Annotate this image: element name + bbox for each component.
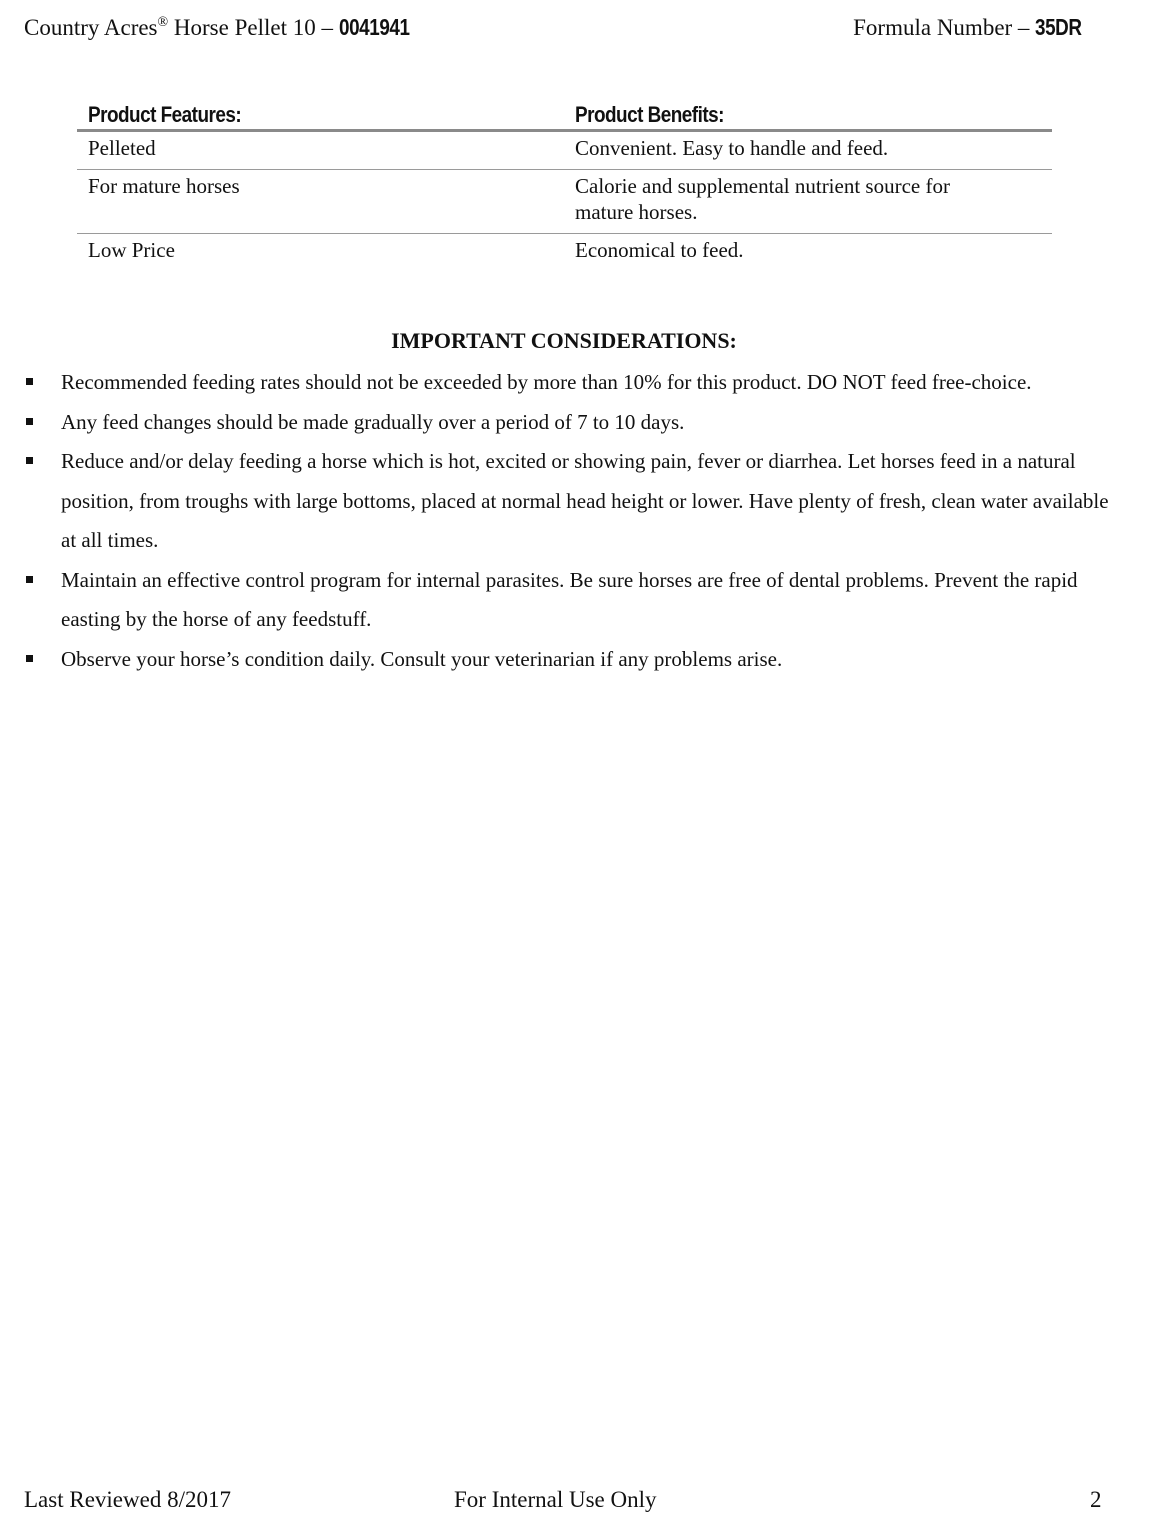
square-bullet-icon [26,457,33,464]
table-row [77,131,1052,170]
table-header-row [77,99,1052,131]
list-item-text: Any feed changes should be made gradually over a period of 7 to 10 days. [61,409,685,434]
list-item-text: Reduce and/or delay feeding a horse which is hot, excited or showing pain, fever or diarrhea. Let horses feed in a natural position, from troughs with large bottoms, placed at normal head height or lower. Have plenty of fresh, clean water available at all times. [61,449,1109,552]
registered-mark: ® [157,15,169,30]
list-item [24,403,1114,443]
square-bullet-icon [26,655,33,662]
list-item [24,363,1114,403]
benefits-column-header: Product Benefits: [566,99,1052,131]
benefit-cell: Calorie and supplemental nutrient source for mature horses. [566,170,1052,234]
list-item-text: Observe your horse’s condition daily. Consult your veterinarian if any problems arise. [61,646,783,671]
list-item-text: Recommended feeding rates should not be exceeded by more than 10% for this product. DO NOT feed free-choice. [61,370,1032,394]
considerations-list [24,363,1114,679]
formula-label: Formula Number – [853,15,1036,40]
table-row [77,234,1052,272]
product-name-suffix: Horse Pellet 10 – [168,15,339,40]
formula-code: 35DR [1035,14,1082,40]
square-bullet-icon [26,576,33,583]
benefit-cell: Convenient. Easy to handle and feed. [566,131,1052,170]
feature-cell: Low Price [88,238,175,262]
table-row [77,170,1052,234]
footer-internal-notice: For Internal Use Only [454,1487,657,1512]
footer-last-reviewed: Last Reviewed 8/2017 [24,1487,231,1512]
feature-cell: Pelleted [77,131,566,170]
list-item [24,561,1114,640]
considerations-heading: IMPORTANT CONSIDERATIONS: [391,328,737,353]
square-bullet-icon [26,378,33,385]
list-item [24,442,1114,561]
list-item-text: Maintain an effective control program for internal parasites. Be sure horses are free of dental problems. Prevent the rapid easting by the horse of any feedstuff. [61,567,1078,631]
header-product-title [24,14,425,41]
benefit-cell: Economical to feed. [575,238,744,262]
header-formula-number [853,14,1092,41]
page-number: 2 [1090,1487,1102,1512]
features-benefits-table [77,99,1052,271]
square-bullet-icon [26,418,33,425]
product-code: 0041941 [338,14,410,40]
list-item [24,640,1114,680]
feature-cell: For mature horses [77,170,566,234]
product-name-prefix: Country Acres [24,15,158,40]
features-column-header: Product Features: [77,99,566,131]
